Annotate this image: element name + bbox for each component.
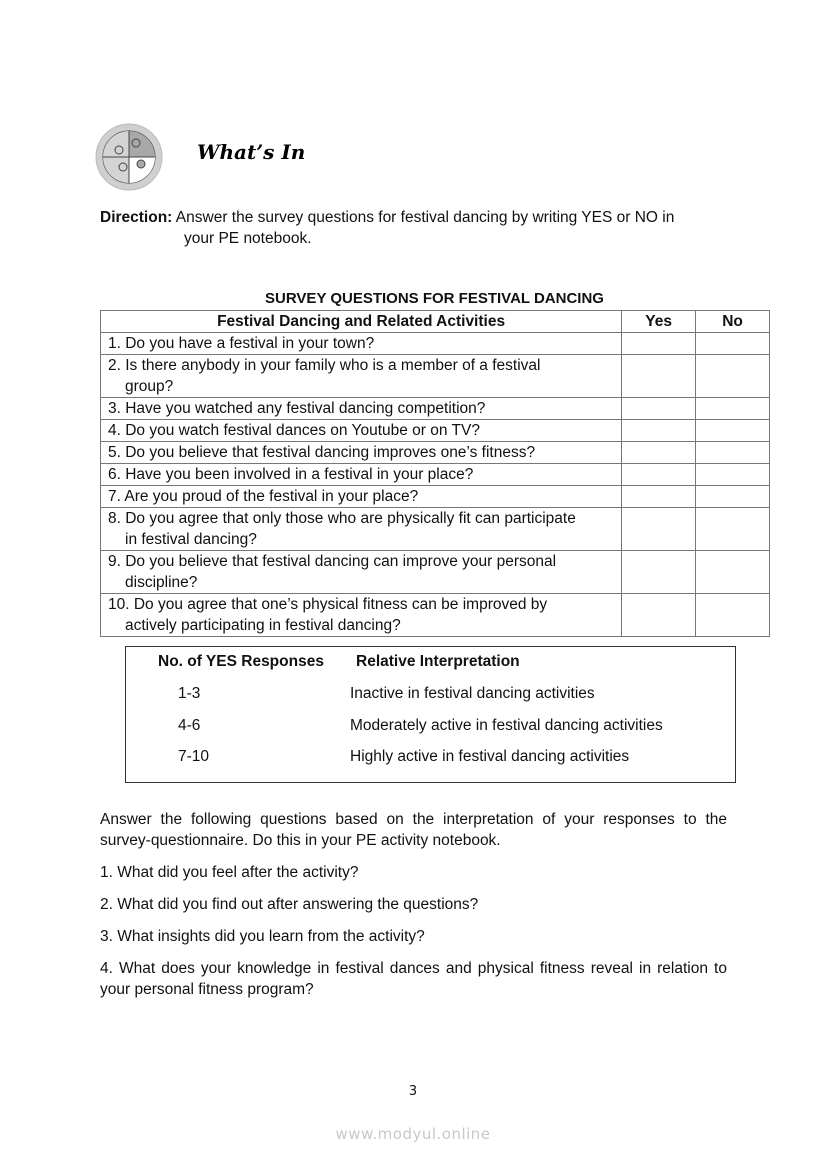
yes-cell[interactable] <box>622 464 696 486</box>
question-text: 7. Are you proud of the festival in your place? <box>108 488 419 505</box>
no-cell[interactable] <box>696 551 770 594</box>
no-cell[interactable] <box>696 508 770 551</box>
range: 4-6 <box>178 717 201 734</box>
header-yes: Yes <box>622 311 696 333</box>
yes-cell[interactable] <box>622 508 696 551</box>
header-no: No <box>696 311 770 333</box>
range: 1-3 <box>178 685 201 702</box>
direction-label: Direction: <box>100 209 173 226</box>
survey-table <box>100 310 770 637</box>
table-row <box>101 551 770 594</box>
yes-cell[interactable] <box>622 398 696 420</box>
meaning: Inactive in festival dancing activities <box>350 685 595 702</box>
yes-cell[interactable] <box>622 333 696 355</box>
no-cell[interactable] <box>696 486 770 508</box>
no-cell[interactable] <box>696 442 770 464</box>
header-yes-responses: No. of YES Responses <box>158 653 324 670</box>
survey-title: SURVEY QUESTIONS FOR FESTIVAL DANCING <box>265 290 604 307</box>
question-text-cont: group? <box>125 378 174 395</box>
followup-question: 4. What does your knowledge in festival dances and physical fitness reveal in relation to your personal fitness program? <box>100 960 727 998</box>
table-row <box>101 594 770 637</box>
question-text: 5. Do you believe that festival dancing improves one’s fitness? <box>108 444 536 461</box>
interpretation-box <box>125 646 736 783</box>
no-cell[interactable] <box>696 333 770 355</box>
yes-cell[interactable] <box>622 551 696 594</box>
question-text: 9. Do you believe that festival dancing can improve your personal <box>108 553 557 570</box>
question-text-cont: actively participating in festival dancing? <box>125 617 401 634</box>
page-number: 3 <box>408 1084 418 1099</box>
no-cell[interactable] <box>696 398 770 420</box>
header-activities: Festival Dancing and Related Activities <box>101 311 622 333</box>
meaning: Moderately active in festival dancing activities <box>350 717 663 734</box>
table-row <box>101 420 770 442</box>
question-text: 2. Is there anybody in your family who is a member of a festival <box>108 357 541 374</box>
table-row <box>101 464 770 486</box>
yes-cell[interactable] <box>622 594 696 637</box>
header-relative-interpretation: Relative Interpretation <box>356 653 520 670</box>
watermark: www.modyul.online <box>335 1125 491 1143</box>
yes-cell[interactable] <box>622 355 696 398</box>
puzzle-icon <box>95 123 163 191</box>
question-text: 3. Have you watched any festival dancing competition? <box>108 400 486 417</box>
followup-question: 3. What insights did you learn from the activity? <box>100 928 425 945</box>
direction-line2: your PE notebook. <box>184 230 312 247</box>
question-text-cont: in festival dancing? <box>125 531 257 548</box>
section-title: What’s In <box>197 140 306 164</box>
question-text: 6. Have you been involved in a festival in your place? <box>108 466 474 483</box>
table-row <box>101 333 770 355</box>
direction-text <box>100 207 760 249</box>
table-row <box>101 508 770 551</box>
question-text-cont: discipline? <box>125 574 198 591</box>
table-row <box>101 398 770 420</box>
question-text: 4. Do you watch festival dances on Youtube or on TV? <box>108 422 480 439</box>
followup-question: 2. What did you find out after answering the questions? <box>100 896 479 913</box>
followup-question: 1. What did you feel after the activity? <box>100 864 359 881</box>
no-cell[interactable] <box>696 420 770 442</box>
table-row <box>101 355 770 398</box>
no-cell[interactable] <box>696 464 770 486</box>
meaning: Highly active in festival dancing activities <box>350 748 630 765</box>
question-text: 8. Do you agree that only those who are physically fit can participate <box>108 510 576 527</box>
no-cell[interactable] <box>696 355 770 398</box>
yes-cell[interactable] <box>622 486 696 508</box>
question-text: 1. Do you have a festival in your town? <box>108 335 375 352</box>
table-header-row <box>101 311 770 333</box>
range: 7-10 <box>178 748 210 765</box>
no-cell[interactable] <box>696 594 770 637</box>
question-text: 10. Do you agree that one’s physical fitness can be improved by <box>108 596 548 613</box>
table-row <box>101 442 770 464</box>
followup-intro: Answer the following questions based on the interpretation of your responses to the survey-questionnaire. Do this in your PE activity notebook. <box>100 811 727 849</box>
direction-line1: Answer the survey questions for festival dancing by writing YES or NO in <box>175 209 675 226</box>
yes-cell[interactable] <box>622 420 696 442</box>
yes-cell[interactable] <box>622 442 696 464</box>
table-row <box>101 486 770 508</box>
